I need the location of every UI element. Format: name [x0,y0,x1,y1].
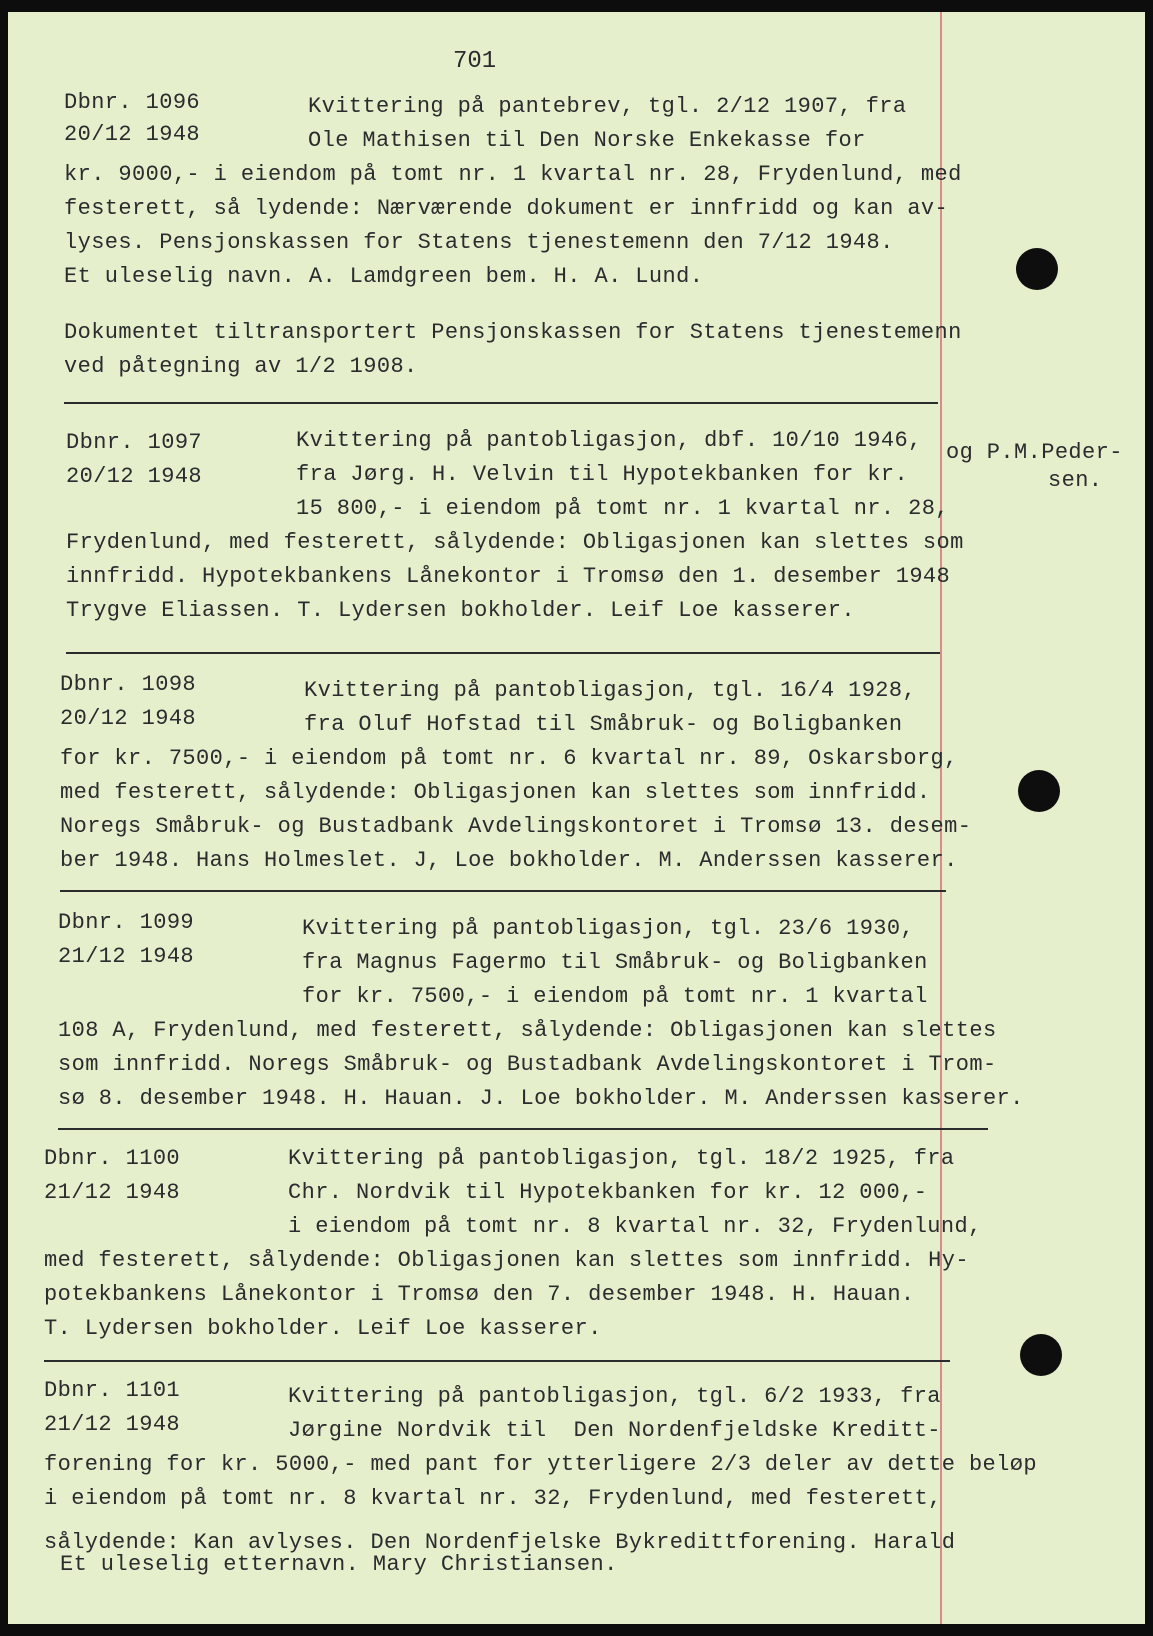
entry-1097-line: 15 800,- i eiendom på tomt nr. 1 kvartal nr. 28, [296,496,949,521]
entry-1101-line: Et uleselig etternavn. Mary Christiansen. [60,1552,618,1577]
entry-1101-dbnr: Dbnr. 1101 [44,1378,181,1403]
page-number: 701 [453,48,497,75]
entry-1100-date: 21/12 1948 [44,1180,181,1205]
entry-1099-line: fra Magnus Fagermo til Småbruk- og Boligbanken [302,950,928,975]
entry-1100-line: med festerett, sålydende: Obligasjonen kan slettes som innfridd. Hy- [44,1248,969,1273]
entry-1098-date: 20/12 1948 [60,706,197,731]
entry-1098-line: Kvittering på pantobligasjon, tgl. 16/4 1928, [304,678,917,703]
ledger-page [8,12,1145,1624]
entry-1098-line: for kr. 7500,- i eiendom på tomt nr. 6 kvartal nr. 89, Oskarsborg, [60,746,958,771]
entry-1099-line: 108 A, Frydenlund, med festerett, sålydende: Obligasjonen kan slettes [58,1018,997,1043]
punch-hole-middle [1018,770,1060,812]
entry-1097-line: Kvittering på pantobligasjon, dbf. 10/10 1946, [296,428,922,453]
entry-1101-line: sålydende: Kan avlyses. Den Nordenfjelske Bykredittforening. Harald [44,1530,956,1555]
entry-1096-date: 20/12 1948 [64,122,201,147]
entry-separator [64,402,938,404]
entry-1096-line: kr. 9000,- i eiendom på tomt nr. 1 kvartal nr. 28, Frydenlund, med [64,162,962,187]
entry-1098-line: ber 1948. Hans Holmeslet. J, Loe bokholder. M. Anderssen kasserer. [60,848,958,873]
entry-1101-line: Jørgine Nordvik til Den Nordenfjeldske Kreditt- [288,1418,941,1443]
entry-1098-line: fra Oluf Hofstad til Småbruk- og Boligbanken [304,712,903,737]
entry-1100-line: T. Lydersen bokholder. Leif Loe kasserer. [44,1316,602,1341]
entry-1097-side-note: og P.M.Peder- [946,440,1123,465]
entry-1100-line: potekbankens Lånekontor i Tromsø den 7. desember 1948. H. Hauan. [44,1282,915,1307]
entry-1097-line: Frydenlund, med festerett, sålydende: Obligasjonen kan slettes som [66,530,964,555]
entry-1101-line: i eiendom på tomt nr. 8 kvartal nr. 32, Frydenlund, med festerett, [44,1486,942,1511]
entry-1100-line: i eiendom på tomt nr. 8 kvartal nr. 32, Frydenlund, [288,1214,982,1239]
entry-1100-line: Kvittering på pantobligasjon, tgl. 18/2 1925, fra [288,1146,955,1171]
entry-1096-line: Dokumentet tiltransportert Pensjonskassen for Statens tjenestemenn [64,320,962,345]
entry-1096-line: lyses. Pensjonskassen for Statens tjenestemenn den 7/12 1948. [64,230,894,255]
entry-separator [44,1360,950,1362]
entry-1096-line: Et uleselig navn. A. Lamdgreen bem. H. A. Lund. [64,264,704,289]
entry-1100-line: Chr. Nordvik til Hypotekbanken for kr. 12 000,- [288,1180,928,1205]
entry-separator [58,1128,988,1130]
entry-1098-line: med festerett, sålydende: Obligasjonen kan slettes som innfridd. [60,780,931,805]
entry-separator [60,890,946,892]
entry-1097-side-note: sen. [1048,468,1103,493]
entry-1101-line: forening for kr. 5000,- med pant for ytterligere 2/3 deler av dette beløp [44,1452,1037,1477]
entry-1099-line: Kvittering på pantobligasjon, tgl. 23/6 1930, [302,916,915,941]
punch-hole-top [1016,248,1058,290]
punch-hole-bottom [1020,1334,1062,1376]
entry-1101-line: Kvittering på pantobligasjon, tgl. 6/2 1933, fra [288,1384,941,1409]
entry-1097-line: innfridd. Hypotekbankens Lånekontor i Tromsø den 1. desember 1948 [66,564,951,589]
entry-1096-line: festerett, så lydende: Nærværende dokument er innfridd og kan av- [64,196,949,221]
entry-1099-line: sø 8. desember 1948. H. Hauan. J. Loe bokholder. M. Anderssen kasserer. [58,1086,1024,1111]
entry-1097-line: fra Jørg. H. Velvin til Hypotekbanken for kr. [296,462,909,487]
entry-1097-line: Trygve Eliassen. T. Lydersen bokholder. Leif Loe kasserer. [66,598,855,623]
entry-1099-line: for kr. 7500,- i eiendom på tomt nr. 1 kvartal [302,984,928,1009]
entry-1099-date: 21/12 1948 [58,944,195,969]
entry-1096-line: Ole Mathisen til Den Norske Enkekasse for [308,128,866,153]
entry-1096-line: ved påtegning av 1/2 1908. [64,354,418,379]
entry-1097-date: 20/12 1948 [66,464,203,489]
entry-1098-line: Noregs Småbruk- og Bustadbank Avdelingskontoret i Tromsø 13. desem- [60,814,972,839]
entry-1096-line: Kvittering på pantebrev, tgl. 2/12 1907, fra [308,94,907,119]
entry-1100-dbnr: Dbnr. 1100 [44,1146,181,1171]
entry-1097-dbnr: Dbnr. 1097 [66,430,203,455]
entry-separator [66,652,940,654]
entry-1096-dbnr: Dbnr. 1096 [64,90,201,115]
entry-1098-dbnr: Dbnr. 1098 [60,672,197,697]
entry-1099-dbnr: Dbnr. 1099 [58,910,195,935]
entry-1099-line: som innfridd. Noregs Småbruk- og Bustadbank Avdelingskontoret i Trom- [58,1052,997,1077]
entry-1101-date: 21/12 1948 [44,1412,181,1437]
